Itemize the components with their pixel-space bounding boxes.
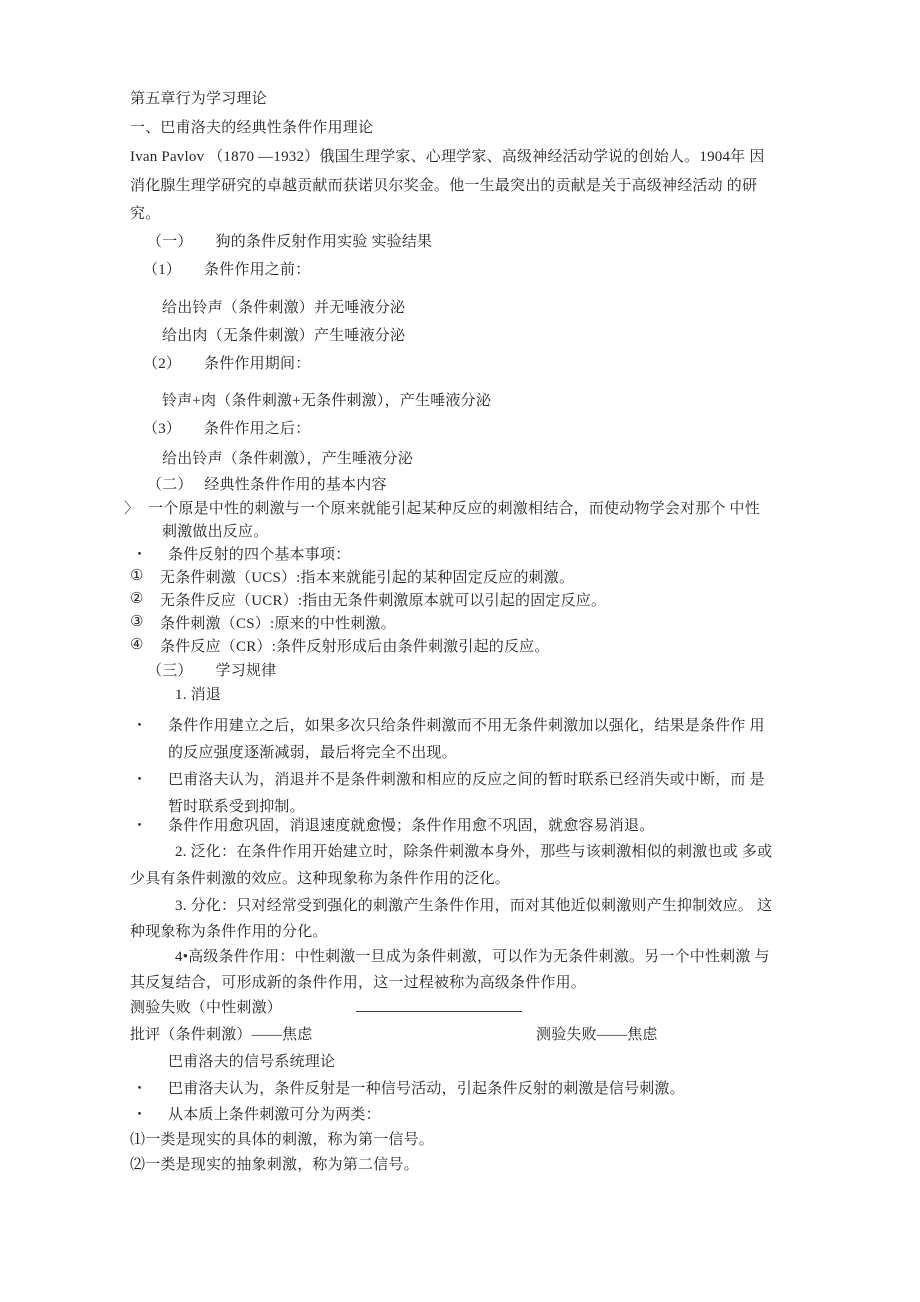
doc-text: 4•高级条件作用：中性刺激一旦成为条件刺激，可以作为无条件刺激。另一个中性刺激 与 [175,949,770,965]
doc-line [130,1128,434,1149]
doc-text-column2: 测验失败——焦虑 [536,1027,658,1043]
doc-line [130,920,328,941]
doc-line [130,174,757,195]
chapter-title [130,87,267,108]
doc-line [130,145,765,166]
doc-text: （三） 学习规律 [147,663,277,679]
doc-line [130,971,586,992]
doc-line [130,635,550,656]
subsection-heading [130,1050,335,1071]
doc-line [130,814,654,835]
doc-text: 条件作用建立之后，如果多次只给条件刺激而不用无条件刺激加以强化，结果是条件作 用 [168,718,765,734]
doc-line [130,1077,685,1098]
doc-text: 一、巴甫洛夫的经典性条件作用理论 [130,120,374,136]
list-marker: ・ [132,1081,148,1097]
doc-text: ⑴一类是现实的具体的刺激，称为第一信号。 [130,1132,435,1148]
doc-text: 从本质上条件刺激可分为两类： [168,1107,381,1123]
list-marker: ④ [130,637,144,653]
doc-text: （1） 条件作用之前： [143,262,311,278]
doc-text: 条件反应（CR）:条件反射形成后由条件刺激引起的反应。 [160,639,550,655]
doc-text: 测验失败（中性刺激） [130,1000,283,1016]
doc-text: 巴甫洛夫的信号系统理论 [168,1054,336,1070]
doc-text: 给出铃声（条件刺激），产生唾液分泌 [162,451,413,467]
list-marker: ・ [132,772,148,788]
list-marker: ・ [132,718,148,734]
doc-line [130,566,574,587]
doc-line [130,589,606,610]
doc-line [130,543,350,564]
doc-text: 批评（条件刺激）——焦虑 [130,1027,313,1043]
doc-line [130,683,221,704]
doc-line [130,945,770,966]
doc-line [130,1153,419,1174]
subsection-heading [130,473,387,494]
doc-text: 巴甫洛夫认为，条件反射是一种信号活动，引起条件反射的刺激是信号刺激。 [168,1081,685,1097]
doc-text: （2） 条件作用期间： [143,356,311,372]
doc-text: 一个原是中性的刺激与一个原来就能引起某种反应的刺激相结合，而使动物学会对那个 中性 [148,501,760,517]
doc-line [130,996,282,1017]
doc-line [130,389,491,410]
doc-text: （一） 狗的条件反射作用实验 实验结果 [147,234,433,250]
doc-line [130,258,310,279]
doc-line [130,296,405,317]
doc-text: 第五章行为学习理论 [130,91,267,107]
doc-text: 究。 [130,206,161,222]
doc-line [130,894,772,915]
doc-line [130,840,772,861]
doc-text: （3） 条件作用之后： [143,421,311,437]
doc-text: 刺激做出反应。 [162,524,269,540]
doc-line [130,202,160,223]
doc-text: 无条件刺激（UCS）:指本来就能引起的某种固定反应的刺激。 [160,570,575,586]
doc-line [130,447,413,468]
subsection-heading [130,659,276,680]
doc-text: 消化腺生理学研究的卓越贡献而获诺贝尔奖金。他一生最突出的贡献是关于高级神经活动 的研 [130,178,758,194]
list-marker: ① [130,568,144,584]
doc-text: Ivan Pavlov （1870 —1932）俄国生理学家、心理学家、高级神经活动学说的创始人。1904年 因 [130,149,765,165]
list-marker: ・ [132,818,148,834]
doc-text: 种现象称为条件作用的分化。 [130,924,328,940]
doc-text: 条件刺激（CS）:原来的中性刺激。 [160,616,396,632]
doc-text: 条件反射的四个基本事项： [168,547,351,563]
doc-line [130,714,765,735]
doc-text: 的反应强度逐渐减弱，最后将完全不出现。 [168,745,457,761]
doc-line [130,795,305,816]
doc-text: 2. 泛化：在条件作用开始建立时，除条件刺激本身外，那些与该刺激相似的刺激也或 多或 [175,844,773,860]
doc-line [130,1023,658,1044]
doc-text: 1. 消退 [175,687,222,703]
doc-text: 铃声+肉（条件刺激+无条件刺激），产生唾液分泌 [162,393,492,409]
doc-text: ⑵一类是现实的抽象刺激，称为第二信号。 [130,1157,419,1173]
doc-line [130,867,510,888]
doc-text: 条件作用愈巩固，消退速度就愈慢；条件作用愈不巩固，就愈容易消退。 [168,818,655,834]
doc-line [130,520,268,541]
doc-line [130,1103,381,1124]
doc-line [130,417,310,438]
doc-line [124,497,760,518]
doc-text: 给出肉（无条件刺激）产生唾液分泌 [162,328,406,344]
doc-text: 暂时联系受到抑制。 [168,799,305,815]
doc-text: 3. 分化：只对经常受到强化的刺激产生条件作用，而对其他近似刺激则产生抑制效应。 这 [175,898,773,914]
doc-line [130,768,765,789]
section-heading [130,116,373,137]
doc-text: 少具有条件刺激的效应。这种现象称为条件作用的泛化。 [130,871,511,887]
blank-underline [356,1011,522,1012]
subsection-heading [130,230,432,251]
doc-text: （二） 经典性条件作用的基本内容 [147,477,387,493]
doc-line [130,612,396,633]
doc-text: 巴甫洛夫认为，消退并不是条件刺激和相应的反应之间的暂时联系已经消失或中断，而 是 [168,772,765,788]
doc-text: 其反复结合，可形成新的条件作用，这一过程被称为高级条件作用。 [130,975,587,991]
list-marker: ② [130,591,144,607]
list-marker: ・ [132,1107,148,1123]
list-marker: 〉 [124,501,140,517]
list-marker: ③ [130,614,144,630]
doc-line [130,352,310,373]
doc-line [130,741,457,762]
list-marker: ・ [132,547,148,563]
doc-line [130,324,405,345]
doc-text: 无条件反应（UCR）:指由无条件刺激原本就可以引起的固定反应。 [160,593,607,609]
doc-text: 给出铃声（条件刺激）并无唾液分泌 [162,300,406,316]
